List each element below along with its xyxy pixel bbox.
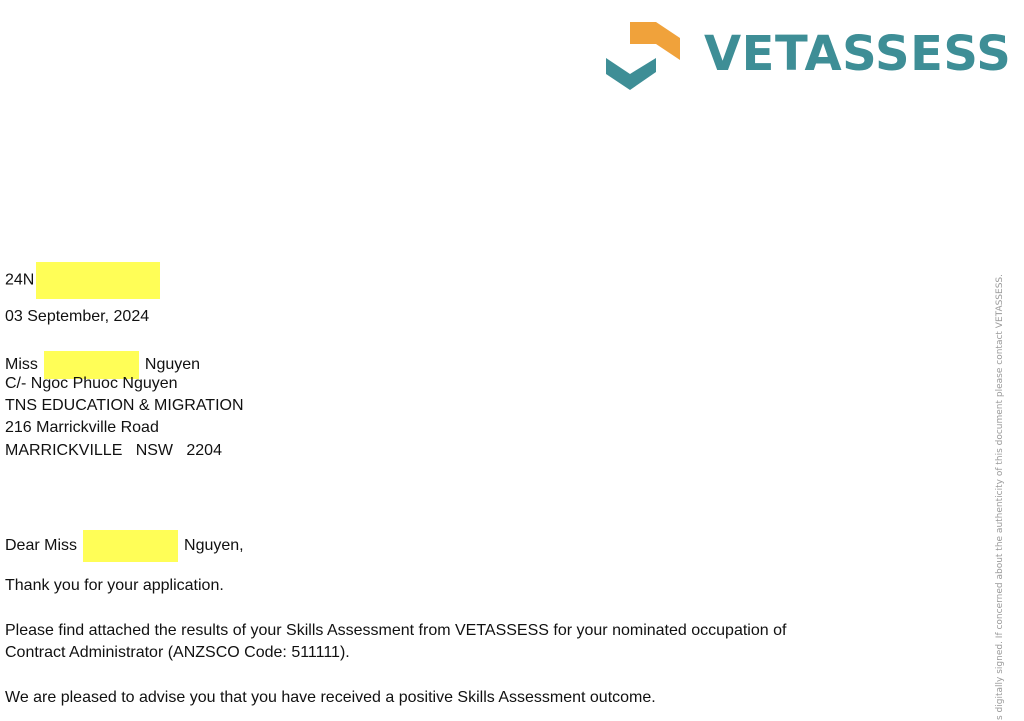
- recipient-surname: Nguyen: [144, 356, 201, 374]
- paragraph-results-line1: Please find attached the results of your Skills Assessment from VETASSESS for your nominated occupation of: [5, 622, 787, 639]
- salutation-line: [5, 530, 244, 562]
- salutation-end: Nguyen,: [184, 537, 244, 555]
- logo-chevron-icon: [600, 22, 686, 94]
- recipient-title: Miss: [5, 356, 38, 374]
- paragraph-thanks: Thank you for your application.: [5, 577, 224, 594]
- paragraph-results-line2: Contract Administrator (ANZSCO Code: 511111).: [5, 644, 350, 661]
- letter-date: 03 September, 2024: [5, 308, 150, 325]
- organisation-line: TNS EDUCATION & MIGRATION: [5, 397, 244, 414]
- care-of-line: C/- Ngoc Phuoc Nguyen: [5, 375, 178, 392]
- redaction-box: [36, 262, 160, 299]
- suburb-line: MARRICKVILLE NSW 2204: [5, 442, 222, 459]
- vetassess-logo: [600, 22, 1020, 94]
- authenticity-note: s digitally signed. If concerned about the authenticity of this document please contact VETASSESS.: [995, 274, 1005, 720]
- reference-prefix: 24N: [5, 271, 35, 289]
- salutation-start: Dear Miss: [5, 537, 78, 555]
- logo-text: VETASSESS: [704, 26, 1012, 82]
- reference-line: [5, 262, 160, 299]
- street-line: 216 Marrickville Road: [5, 419, 159, 436]
- redaction-box: [83, 530, 178, 562]
- paragraph-outcome: We are pleased to advise you that you have received a positive Skills Assessment outcome.: [5, 689, 656, 706]
